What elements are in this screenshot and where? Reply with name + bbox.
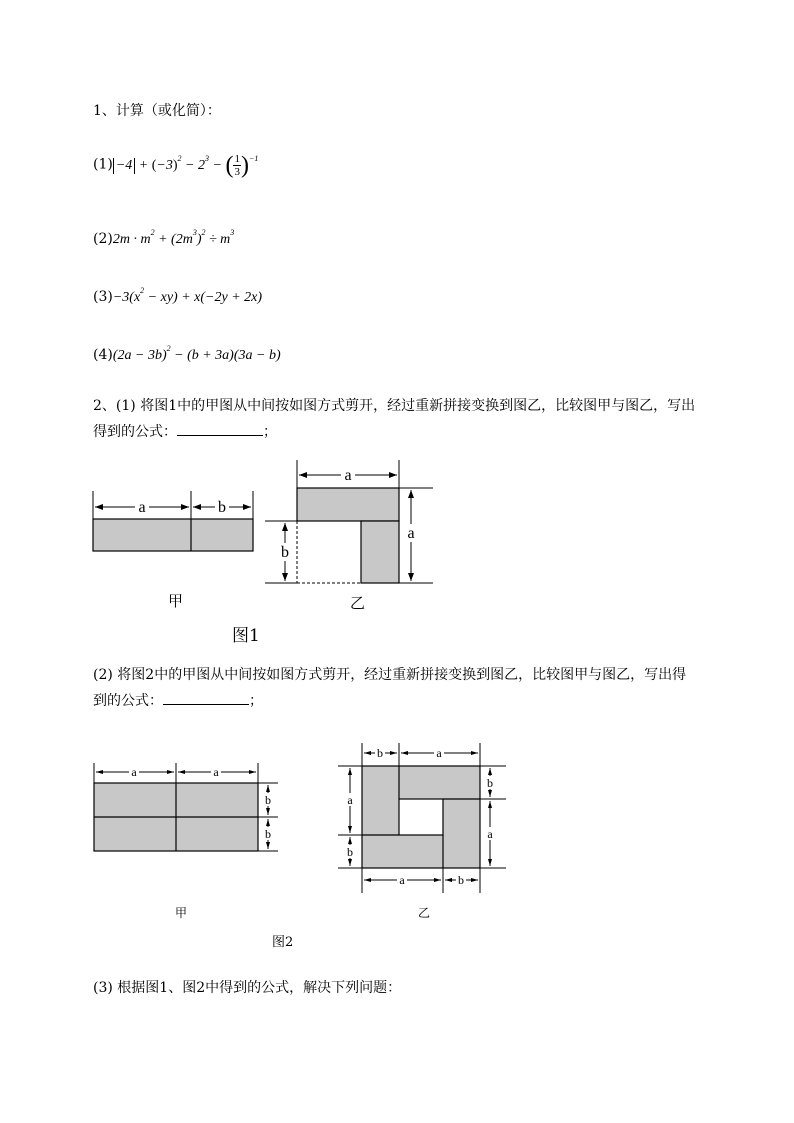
figure-1-yi: [265, 460, 433, 583]
q2-part3-text: (3) 根据图1、图2中得到的公式，解决下列问题：: [93, 980, 402, 996]
q1-problem-1: $(1) -4 + (-3)^2 - 2^3$ − ( $\frac{1}{3}$ )$^{-1}$: [93, 152, 259, 178]
label-a: a: [399, 873, 405, 887]
label-a: a: [344, 467, 352, 484]
problem-label: (3): [93, 289, 113, 305]
figure-1-jia-label: 甲: [168, 592, 184, 610]
label-a: a: [487, 827, 493, 841]
figure-1-yi-label: 乙: [350, 594, 366, 612]
label-a: a: [138, 499, 146, 516]
label-b: b: [265, 827, 271, 841]
answer-blank-1[interactable]: [177, 423, 263, 436]
figure-2-jia-label: 甲: [175, 906, 188, 920]
label-a: a: [436, 746, 442, 760]
figure-2: [88, 735, 518, 900]
label-a: a: [347, 793, 353, 807]
figure-1-jia: [93, 491, 253, 551]
label-b: b: [265, 793, 271, 807]
q1-heading: 1、计算（或化简）：: [93, 103, 221, 119]
q1-problem-2: $(2)2m \cdot m^2 + (2m^3)^2 \div m^3$: [93, 228, 235, 247]
q2-part1-text: 2、(1) 将图1中的甲图从中间按如图方式剪开，经过重新拼接变换到图乙，比较图甲与图乙，写出: [93, 398, 696, 414]
figure-2-yi-label: 乙: [418, 906, 431, 920]
figure-1-caption: 图1: [232, 626, 260, 646]
q2-part2-prompt: 到的公式：: [93, 693, 163, 709]
figure-2-jia: [94, 763, 278, 851]
figure-2-yi: [338, 743, 506, 893]
q2-part2-text: (2) 将图2中的甲图从中间按如图方式剪开，经过重新拼接变换到图乙，比较图甲与图乙，写出得: [93, 667, 687, 683]
label-b: b: [218, 499, 226, 516]
label-b: b: [487, 776, 493, 790]
label-a: a: [213, 765, 219, 779]
label-b: b: [281, 544, 289, 561]
end-mark: ；: [249, 693, 263, 709]
problem-label: (4): [93, 347, 113, 363]
label-a: a: [131, 765, 137, 779]
problem-label: (1): [93, 156, 113, 173]
label-b: b: [458, 873, 464, 887]
label-b: b: [347, 845, 353, 859]
figure-2-caption: 图2: [272, 935, 294, 950]
q1-problem-3: $(3)-3(x^2 - xy) + x(-2y + 2x)$: [93, 286, 263, 305]
label-b: b: [377, 746, 383, 760]
end-mark: ；: [263, 424, 277, 440]
q2-part1-formula-line: [93, 421, 277, 441]
problem-label: (2): [93, 231, 113, 247]
q1-problem-4: $(4)(2a - 3b)^2 - (b + 3a)(3a - b)$: [93, 344, 281, 363]
figure-1: [85, 455, 445, 600]
answer-blank-2[interactable]: [163, 692, 249, 705]
q2-part2-formula-line: [93, 690, 263, 710]
q2-part1-prompt: 得到的公式：: [93, 424, 177, 440]
label-a: a: [407, 525, 415, 542]
